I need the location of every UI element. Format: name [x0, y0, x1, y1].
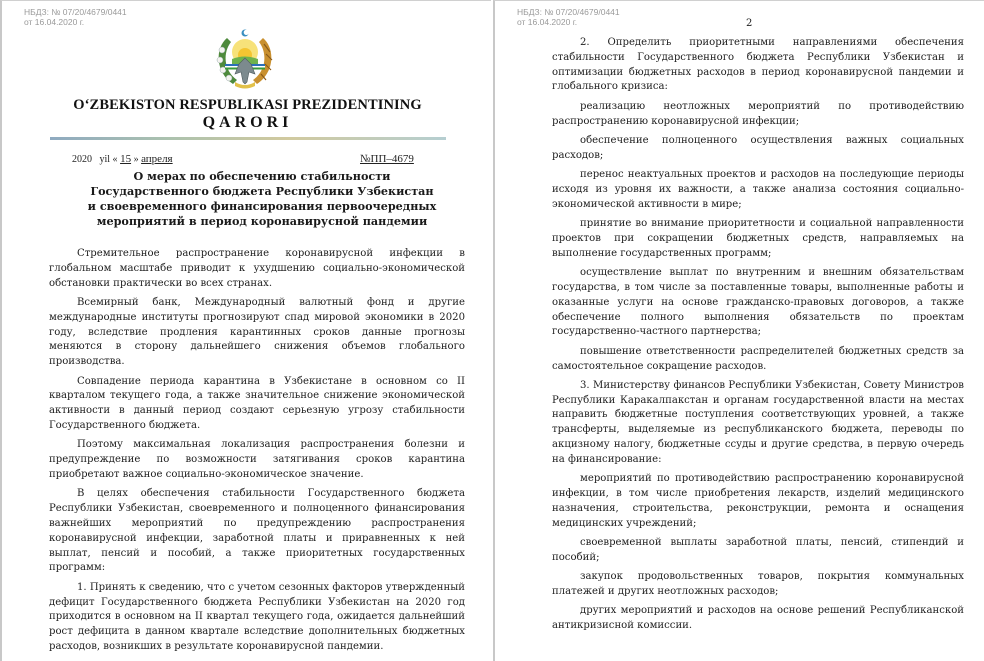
paragraph: В целях обеспечения стабильности Государственного бюджета Республики Узбекистан, своевременного и полноценного финансирования важнейших мероприятий по предупреждению распространения коронавирусной инфекции, заработной платы и приравненных к ней выплат, пенсий и пособий, а также приоритетных государственных программ:: [49, 488, 465, 574]
registration-note: [24, 7, 127, 27]
paragraph: перенос неактуальных проектов и расходов на последующие периоды исходя из уровня их важности, а также анализа состояния социально-экономической активности в мире;: [552, 169, 964, 210]
paragraph: обеспечение полноценного осуществления важных социальных расходов;: [552, 134, 964, 161]
paragraph: Всемирный банк, Международный валютный фонд и другие международные институты прогнозируют спад мировой экономики в 2020 году, вследствие продления карантинных сроков данные прогнозы меняются в сторону дальнейшего снижения объемов глобального производства.: [49, 296, 465, 368]
paragraph: осуществление выплат по внутренним и внешним обязательствам государства, в том числе за поставленные товары, выполненные работы и оказанные услуги на основе гражданско-правовых договоров, а также обеспечение полного выполнения обязательств по проектам государственно-частного партнерства;: [552, 267, 964, 338]
paragraph: повышение ответственности распределителей бюджетных средств за самостоятельное сокращение расходов.: [552, 345, 964, 372]
date-month: апреля: [141, 153, 173, 165]
paragraph: реализацию неотложных мероприятий по противодействию распространению коронавирусной инфекции;: [552, 100, 964, 127]
title-line: и своевременного финансирования первоочередных: [87, 199, 437, 213]
state-emblem-icon: [213, 28, 277, 90]
registration-number: НБДЗ: № 07/20/4679/0441: [24, 7, 127, 17]
title-line: О мерах по обеспечению стабильности: [133, 169, 391, 183]
paragraph: принятие во внимание приоритетности и социальной направленности проектов при сокращении бюджетных средств, направляемых на выполнение государственных программ;: [552, 218, 964, 259]
date-year: 2020: [72, 154, 92, 165]
paragraph: Совпадение периода карантина в Узбекистане в основном со II кварталом текущего года, а также значительное снижение экономической активности в данный период создают серьезную угрозу стабильности Государственного бюджета.: [49, 375, 465, 431]
registration-number: НБДЗ: № 07/20/4679/0441: [517, 7, 620, 17]
paragraph: Поэтому максимальная локализация распространения болезни и предупреждение по возможности затягивания сроков карантина приобретают важное социально-экономическое значение.: [49, 439, 465, 480]
registration-date: от 16.04.2020 г.: [24, 17, 85, 27]
document-title: [42, 169, 482, 229]
decree-number: [360, 153, 414, 165]
paragraph: других мероприятий и расходов на основе решений Республиканской антикризисной комиссии.: [552, 605, 964, 632]
date-close-quote: »: [133, 154, 139, 165]
page-number: 2: [746, 18, 753, 29]
paragraph: Стремительное распространение коронавирусной инфекции в глобальном масштабе приводит к ухудшению социально-экономической обстановки практически во всех странах.: [49, 248, 465, 289]
header-divider: [50, 137, 446, 140]
date-yil: yil «: [99, 154, 118, 165]
paragraph: 3. Министерству финансов Республики Узбекистан, Совету Министров Республики Каракалпакстан и органам государственной власти на местах направить бюджетные поступления соответствующих уровней, а также трансферты, выделяемые из республиканского бюджета, переводы по акцизному налогу, бюджетные ссуды и другие средства, в первую очередь на финансирование:: [552, 379, 964, 465]
paragraph: 1. Принять к сведению, что с учетом сезонных факторов утвержденный дефицит Государственного бюджета Республики Узбекистан на 2020 год приходится в основном на II квартал текущего года, ожидается дальнейший рост дефицита в данном квартале вследствие дополнительных бюджетных расходов, возникших в результате коронавирусной пандемии.: [49, 581, 465, 652]
paragraph: 2. Определить приоритетными направлениями обеспечения стабильности Государственного бюджета Республики Узбекистан и оптимизации бюджетных расходов в период коронавирусной пандемии и глобального кризиса:: [552, 37, 964, 93]
header-country: O‘ZBEKISTON RESPUBLIKASI PREZIDENTINING: [73, 97, 422, 113]
date-day: 15: [120, 153, 132, 165]
registration-note: [517, 7, 620, 27]
paragraph: мероприятий по противодействию распространению коронавирусной инфекции, в том числе приобретения лекарств, изделий медицинского назначения, строительства, реконструкции, ремонта и оснащения медицинских учреждений;: [552, 473, 964, 529]
document-page-1: [0, 0, 491, 661]
title-line: мероприятий в период коронавирусной пандемии: [96, 214, 428, 228]
paragraph: своевременной выплаты заработной платы, пенсий, стипендий и пособий;: [552, 537, 964, 563]
page-1-body: [49, 247, 465, 659]
date-line: [72, 153, 173, 165]
page-2-body: [552, 36, 964, 639]
header-doc-type: QARORI: [202, 114, 293, 131]
decree-number-text: №ПП–4679: [360, 153, 414, 165]
title-line: Государственного бюджета Республики Узбекистан: [90, 184, 434, 198]
paragraph: закупок продовольственных товаров, покрытия коммунальных платежей и других неотложных расходов;: [552, 571, 964, 598]
registration-date: от 16.04.2020 г.: [517, 17, 578, 27]
